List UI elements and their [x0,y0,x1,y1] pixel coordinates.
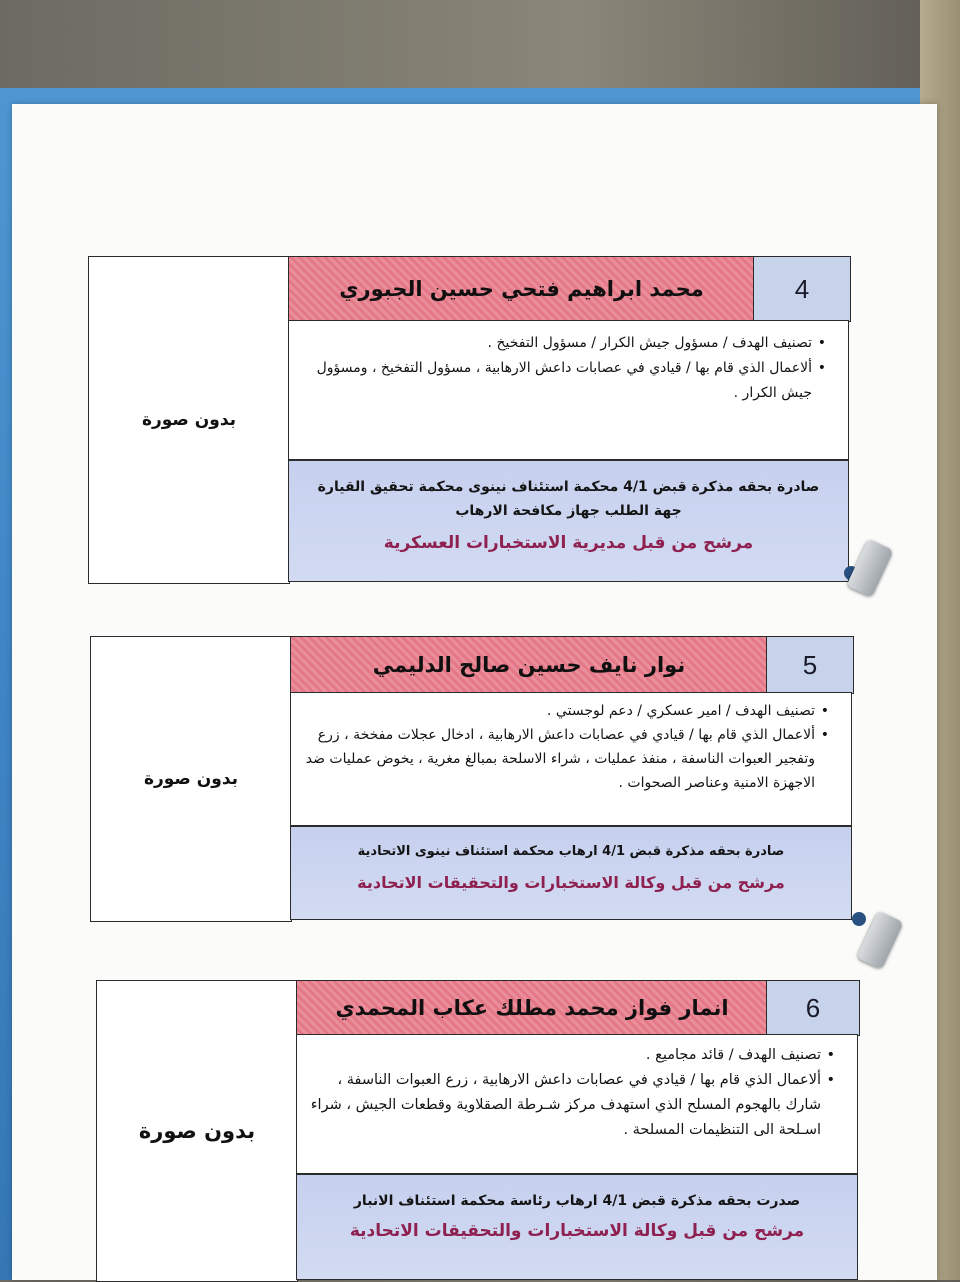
entry-details [288,320,849,460]
detail-actions: • ألاعمال الذي قام بها / قيادي في عصابات داعش الارهابية ، ادخال عجلات مفخخة ، زرع وتفجير العبوات الناسفة ، منفذ عمليات ، شراء الاسلحة بمبالغ مغرية ، يخوض عمليات ضد الاجهزة الامنية وعناصر الصحوات . [301,723,829,795]
warrant-text: صادرة بحقه مذكرة قبض 4/1 محكمة استئناف نينوى محكمة تحقيق القيارة جهة الطلب جهاز مكافحة الارهاب [317,479,820,519]
nominated-by: مرشح من قبل وكالة الاستخبارات والتحقيقات الاتحادية [357,873,785,892]
warrant-box [288,460,849,582]
detail-actions: • ألاعمال الذي قام بها / قيادي في عصابات داعش الارهابية ، مسؤول التفخيخ ، ومسؤول جيش الكرار . [299,356,826,406]
photo-label: بدون صورة [143,769,239,789]
photo-placeholder [88,256,290,584]
warrant-box [290,826,852,920]
entry-number: 6 [766,980,860,1036]
photo-label: بدون صورة [138,1119,256,1143]
entry-number: 5 [766,636,854,694]
document-page [12,104,937,1280]
binder-hole-2 [852,912,866,926]
photo-label: بدون صورة [141,410,237,430]
entry-card-4 [88,256,851,582]
warrant-box [296,1174,858,1280]
entry-name: انمار فواز محمد مطلك عكاب المحمدي [296,980,768,1036]
entry-name: نوار نايف حسين صالح الدليمي [290,636,768,694]
entry-details [290,692,852,826]
nominated-by: مرشح من قبل مديرية الاستخبارات العسكرية [383,533,754,553]
detail-classification: • تصنيف الهدف / قائد مجاميع . [307,1043,835,1068]
photo-placeholder [90,636,292,922]
entry-name: محمد ابراهيم فتحي حسين الجبوري [288,256,755,322]
warrant-text: صادرة بحقه مذكرة قبض 4/1 ارهاب محكمة استئناف نينوى الاتحادية [357,844,785,859]
detail-actions: • ألاعمال الذي قام بها / قيادي في عصابات داعش الارهابية ، زرع العبوات الناسفة ، شارك بالهجوم المسلح الذي استهدف مركز شـرطة الصقلاوية وقطعات الجيش ، شراء اسـلحة الى التنظيمات المسلحة . [307,1068,835,1143]
entry-card-5 [90,636,853,920]
detail-classification: • تصنيف الهدف / امير عسكري / دعم لوجستي . [301,699,829,723]
entry-card-6 [96,980,860,1280]
detail-classification: • تصنيف الهدف / مسؤول جيش الكرار / مسؤول التفخيخ . [299,331,826,356]
entry-details [296,1034,858,1174]
photo-placeholder [96,980,298,1282]
warrant-text: صدرت بحقه مذكرة قبض 4/1 ارهاب رئاسة محكمة استئناف الانبار [353,1193,801,1209]
entry-number: 4 [753,256,851,322]
nominated-by: مرشح من قبل وكالة الاستخبارات والتحقيقات الاتحادية [349,1221,805,1241]
